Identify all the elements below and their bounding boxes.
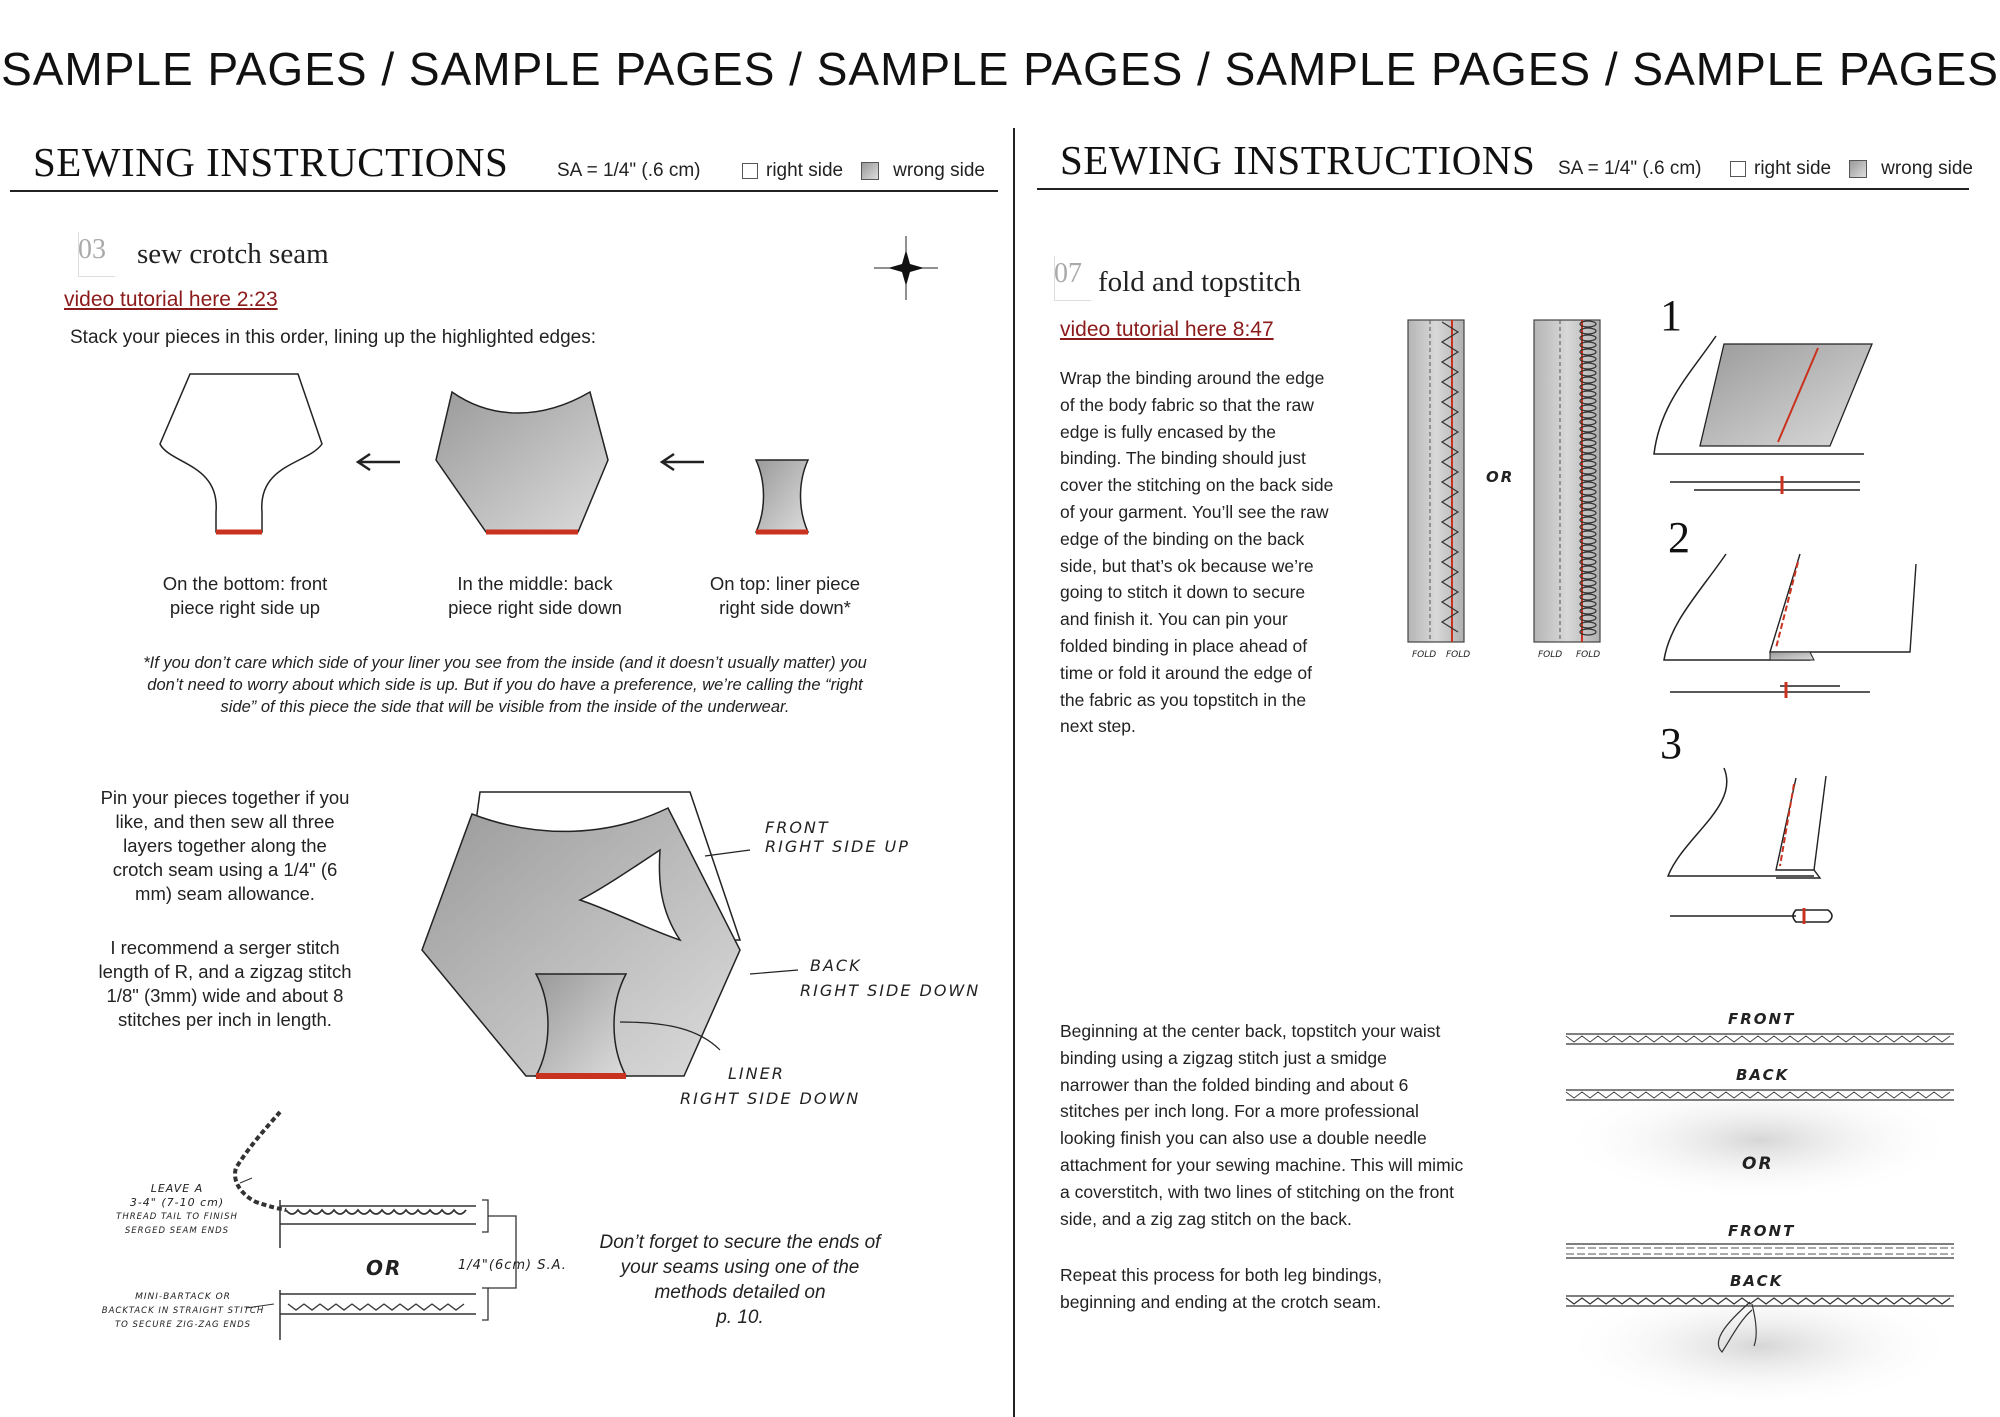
left-page-heading: SEWING INSTRUCTIONS bbox=[33, 139, 509, 185]
sparkle-icon bbox=[866, 228, 946, 308]
fold-step-1-number: 1 bbox=[1660, 291, 1682, 340]
pin-instructions: Pin your pieces together if you like, and then sew all three layers together along the crotch seam using a 1/4" (6 mm) seam allowance. bbox=[100, 787, 350, 904]
liner-piece-diagram bbox=[754, 458, 814, 540]
wrong-side-swatch-icon bbox=[861, 162, 879, 180]
repeat-text: Repeat this process for both leg bindings, beginning and ending at the crotch seam. bbox=[1060, 1265, 1382, 1312]
fold-label: FOLD bbox=[1538, 650, 1563, 660]
left-step-number: 03 bbox=[78, 234, 106, 265]
or-label: OR bbox=[366, 1256, 403, 1280]
legend-right-label: right side bbox=[766, 160, 844, 181]
fold-step-3-diagram bbox=[1664, 766, 1864, 936]
fold-step-1-diagram bbox=[1650, 334, 1880, 504]
or-label-topstitch: OR bbox=[1742, 1154, 1774, 1174]
legend-wrong-label: wrong side bbox=[1881, 158, 1973, 179]
back-label-top: BACK bbox=[1736, 1066, 1790, 1084]
legend-wrong-label: wrong side bbox=[893, 160, 985, 181]
fold-step-3-number: 3 bbox=[1660, 719, 1682, 768]
right-heading-rule bbox=[1037, 188, 1969, 190]
serger-recommendation: I recommend a serger stitch length of R, and a zigzag stitch 1/8" (3mm) wide and about 8 stitches per inch in length. bbox=[98, 937, 352, 1030]
left-step-title: sew crotch seam bbox=[137, 238, 329, 270]
sample-banner: SAMPLE PAGES / SAMPLE PAGES / SAMPLE PAGES / SAMPLE PAGES / SAMPLE PAGES bbox=[1, 43, 1999, 95]
right-legend bbox=[1730, 158, 1973, 180]
right-video-link[interactable]: video tutorial here 8:47 bbox=[1060, 318, 1274, 341]
wrong-side-swatch-icon bbox=[1849, 160, 1867, 178]
thread-tail-note: LEAVE A 3-4" (7-10 cm) THREAD TAIL TO FINISH SERGED SEAM ENDS bbox=[116, 1182, 238, 1236]
left-seam-allowance: SA = 1/4" (.6 cm) bbox=[557, 160, 701, 181]
front-label-bottom: FRONT bbox=[1728, 1222, 1796, 1240]
binding-strip-serged bbox=[1532, 318, 1602, 644]
left-legend bbox=[742, 160, 985, 182]
fold-label: FOLD bbox=[1446, 650, 1471, 660]
liner-footnote: *If you don’t care which side of your liner you see from the inside (and it doesn’t usually matter) you don’t need to worry about which side is up. But if you do have a preference, we’re calling the “right side” of this piece the side that will be visible from the inside of the underwear. bbox=[143, 654, 867, 716]
topstitch-text: Beginning at the center back, topstitch your waist binding using a zigzag stitch just a smidge narrower than the folded binding and about 6 stitches per inch long. For a more professional looking finish you can also use a double needle attachment for your sewing machine. This will mimic a coverstitch, with two lines of stitching on the front side, and a zig zag stitch on the back. bbox=[1060, 1021, 1464, 1229]
caption-bottom-piece: On the bottom: front piece right side up bbox=[162, 573, 328, 618]
legend-right-label: right side bbox=[1754, 158, 1832, 179]
fold-label: FOLD bbox=[1576, 650, 1601, 660]
back-label-bottom: BACK bbox=[1730, 1272, 1784, 1290]
front-piece-diagram bbox=[158, 372, 338, 538]
back-piece-diagram bbox=[432, 390, 612, 536]
right-step-number: 07 bbox=[1054, 258, 1082, 289]
front-label: FRONT RIGHT SIDE UP bbox=[765, 818, 910, 856]
or-label-strips: OR bbox=[1486, 468, 1515, 486]
fold-step-2-diagram bbox=[1660, 552, 1920, 712]
binding-strip-zigzag bbox=[1406, 318, 1466, 644]
left-video-link[interactable]: video tutorial here 2:23 bbox=[64, 288, 278, 311]
secure-ends-note: Don’t forget to secure the ends of your seams using one of the methods detailed on p. 10. bbox=[599, 1232, 881, 1328]
fold-label: FOLD bbox=[1412, 650, 1437, 660]
bartack-note: MINI-BARTACK OR BACKTACK IN STRAIGHT STITCH TO SECURE ZIG-ZAG ENDS bbox=[101, 1292, 265, 1330]
left-heading-rule bbox=[10, 190, 998, 192]
caption-middle-piece: In the middle: back piece right side down bbox=[448, 573, 622, 618]
right-seam-allowance: SA = 1/4" (.6 cm) bbox=[1558, 158, 1702, 179]
arrow-left-icon bbox=[658, 452, 708, 472]
fold-step-2-number: 2 bbox=[1668, 513, 1690, 562]
front-label-top: FRONT bbox=[1728, 1010, 1796, 1028]
page-divider bbox=[1013, 128, 1015, 1417]
back-label: BACK RIGHT SIDE DOWN bbox=[800, 956, 981, 1000]
liner-label: LINER RIGHT SIDE DOWN bbox=[680, 1064, 861, 1108]
seam-allowance-label: 1/4"(6cm) S.A. bbox=[458, 1258, 567, 1273]
stack-instructions: Stack your pieces in this order, lining up the highlighted edges: bbox=[70, 327, 596, 348]
right-step-title: fold and topstitch bbox=[1098, 266, 1301, 298]
right-side-swatch-icon bbox=[742, 163, 758, 179]
caption-top-piece: On top: liner piece right side down* bbox=[709, 573, 861, 618]
wrap-binding-text: Wrap the binding around the edge of the body fabric so that the raw edge is fully encased by the binding. The binding should just cover the stitching on the back side of your garment. You’ll see the raw edge of the binding on the back side, but that’s ok because we’re going to stitch it down to secure and finish it. You can pin your folded binding in place ahead of time or fold it around the edge of the fabric as you topstitch in the next step. bbox=[1060, 368, 1334, 737]
right-page-heading: SEWING INSTRUCTIONS bbox=[1060, 137, 1536, 183]
right-side-swatch-icon bbox=[1730, 161, 1746, 177]
arrow-left-icon bbox=[354, 452, 404, 472]
